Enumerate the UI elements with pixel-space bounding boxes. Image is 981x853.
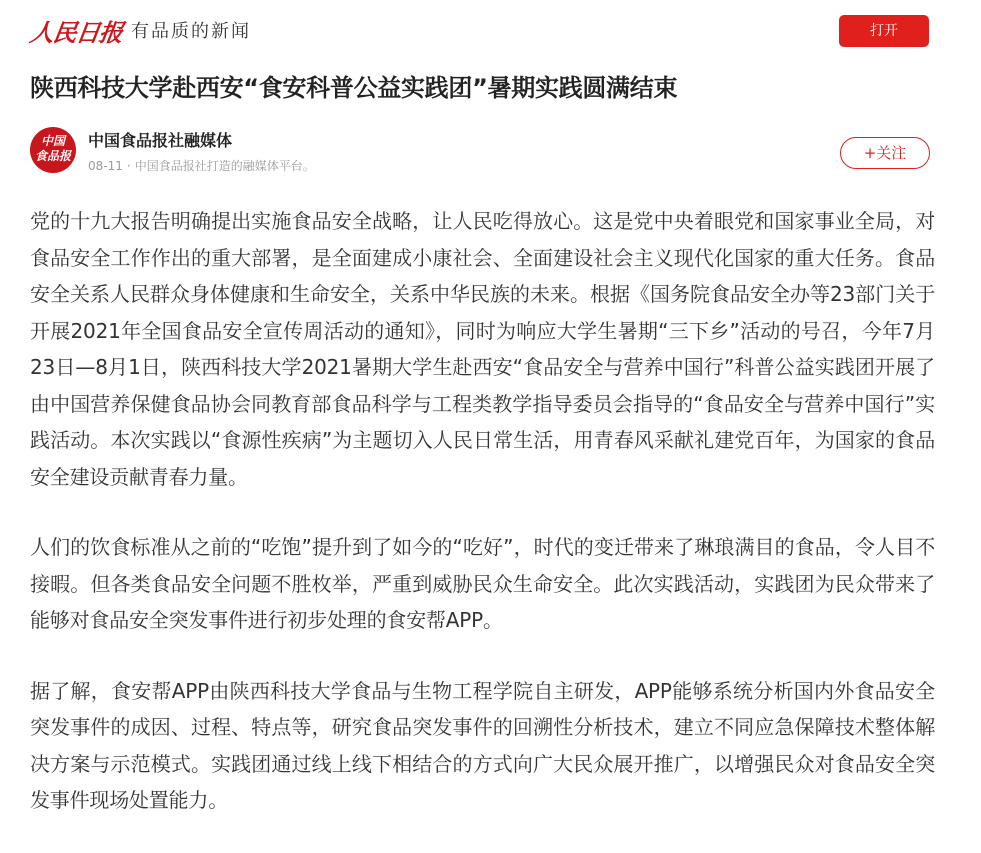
author-name[interactable]: 中国食品报社融媒体 — [88, 131, 233, 150]
avatar-text-line1: 中国 — [40, 134, 65, 148]
top-bar — [0, 0, 981, 62]
article-paragraph: 党的十九大报告明确提出实施食品安全战略，让人民吃得放心。这是党中央着眼党和国家事业全局，对食品安全工作作出的重大部署，是全面建成小康社会、全面建设社会主义现代化国家的重大任务。食品安全关系人民群众身体健康和生命安全，关系中华民族的未来。根据《国务院食品安全办等23部门关于开展2021年全国食品安全宣传周活动的通知》，同时为响应大学生暑期“三下乡”活动的号召，今年7月23日—8月1日，陕西科技大学2021暑期大学生赴西安“食品安全与营养中国行”科普公益实践团开展了由中国营养保健食品协会同教育部食品科学与工程类教学指导委员会指导的“食品安全与营养中国行”实践活动。本次实践以“食源性疾病”为主题切入人民日常生活，用青春风采献礼建党百年，为国家的食品安全建设贡献青春力量。 — [30, 209, 935, 489]
article-body — [30, 203, 935, 853]
author-description: 中国食品报社打造的融媒体平台。 — [134, 159, 315, 173]
article-paragraph: 据了解，食安帮APP由陕西科技大学食品与生物工程学院自主研发，APP能够系统分析国内外食品安全突发事件的成因、过程、特点等，研究食品突发事件的回溯性分析技术，建立不同应急保障技术整体解决方案与示范模式。实践团通过线上线下相结合的方式向广大民众展开推广，以增强民众对食品安全突发事件现场处置能力。 — [30, 678, 935, 812]
people-daily-logo[interactable]: 人民日报 — [28, 18, 125, 47]
meta-separator: · — [126, 159, 131, 173]
follow-button[interactable]: +关注 — [840, 137, 930, 169]
slogan: 有品质的新闻 — [131, 21, 251, 42]
article-paragraph: 人们的饮食标准从之前的“吃饱”提升到了如今的“吃好”，时代的变迁带来了琳琅满目的食品，令人目不接暇。但各类食品安全问题不胜枚举，严重到威胁民众生命安全。此次实践活动，实践团为民众带来了能够对食品安全突发事件进行初步处理的食安帮APP。 — [30, 535, 935, 632]
publish-date: 08-11 — [88, 159, 123, 173]
avatar-text-line2: 食品报 — [34, 149, 71, 163]
author-avatar[interactable] — [30, 127, 76, 173]
open-app-button[interactable]: 打开 — [839, 15, 929, 47]
article-title: 陕西科技大学赴西安“食安科普公益实践团”暑期实践圆满结束 — [30, 74, 678, 102]
author-meta — [88, 157, 315, 175]
